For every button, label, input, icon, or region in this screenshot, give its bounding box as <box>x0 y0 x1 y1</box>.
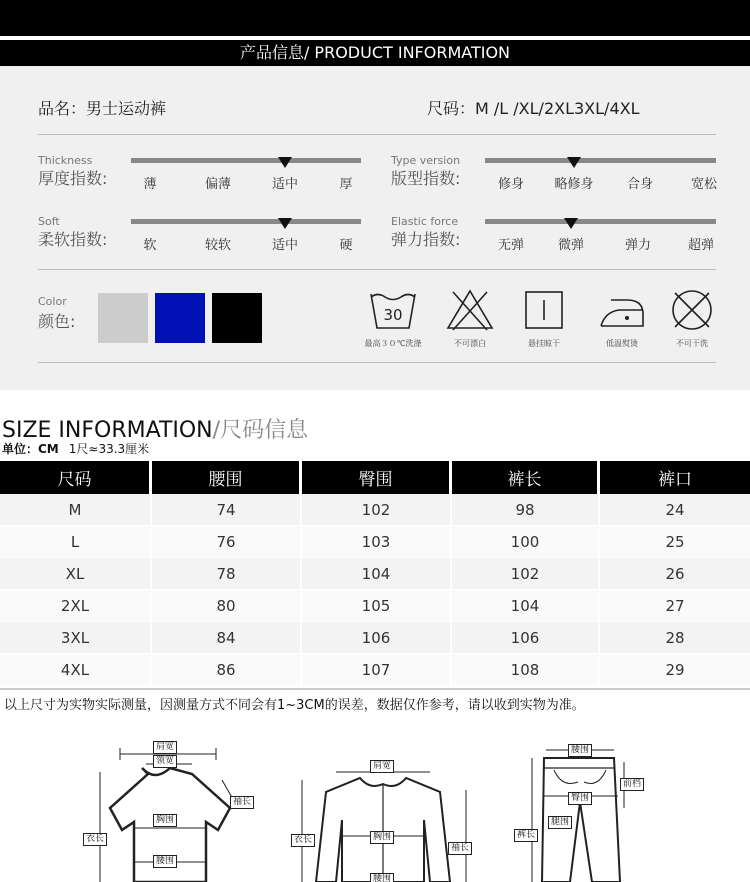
measurement-note: 以上尺寸为实物实际测量，因测量方式不同会有1~3CM的误差，数据仅作参考，请以收到实物为准。 <box>4 698 585 713</box>
scale-option: 略修身 <box>554 177 594 192</box>
color-swatch-black[interactable] <box>212 293 262 343</box>
scale-option: 偏薄 <box>204 177 232 192</box>
size-table <box>0 461 750 686</box>
table-cell: 103 <box>302 526 452 558</box>
divider <box>38 269 716 270</box>
tag-shoulder: 肩宽 <box>153 741 177 754</box>
tag-waist: 腰围 <box>568 744 592 757</box>
tag-chest: 胸围 <box>370 831 394 844</box>
scale-option: 宽松 <box>690 177 718 192</box>
care-wash <box>363 288 423 349</box>
table-cell: 24 <box>600 494 750 526</box>
table-body <box>0 494 750 686</box>
table-cell: 105 <box>302 590 452 622</box>
column-header: 尺码 <box>0 461 152 494</box>
care-iron <box>592 288 652 349</box>
table-cell: 26 <box>600 558 750 590</box>
table-cell: 29 <box>600 654 750 686</box>
unit-label: 单位：CM <box>2 442 59 456</box>
table-row <box>0 494 750 526</box>
table-row <box>0 622 750 654</box>
tag-shoulder: 肩宽 <box>370 760 394 773</box>
tag-thigh: 腿围 <box>548 816 572 829</box>
table-cell: 102 <box>452 558 600 590</box>
scale-option: 软 <box>143 238 157 253</box>
tag-length: 衣长 <box>83 833 107 846</box>
table-cell: 100 <box>452 526 600 558</box>
care-bleach <box>440 288 500 349</box>
table-cell: 28 <box>600 622 750 654</box>
table-cell: 106 <box>452 622 600 654</box>
tag-front-rise: 前档 <box>620 778 644 791</box>
scale-label-en: Elastic force <box>391 215 459 228</box>
scale-bar <box>485 158 716 163</box>
table-cell: 25 <box>600 526 750 558</box>
table-row <box>0 590 750 622</box>
pants-outline-icon <box>514 738 664 882</box>
care-caption: 不可干洗 <box>676 339 708 348</box>
scale-marker-icon <box>567 157 581 168</box>
scale-option: 厚 <box>339 177 353 192</box>
section-title: 产品信息/ PRODUCT INFORMATION <box>0 40 750 66</box>
pants-diagram <box>514 738 664 882</box>
divider <box>38 134 716 135</box>
tag-chest: 胸围 <box>153 814 177 827</box>
table-cell: 76 <box>152 526 302 558</box>
scale-option: 适中 <box>271 238 299 253</box>
unit-conversion: 1尺≈33.3厘米 <box>68 442 150 456</box>
no-bleach-icon <box>445 288 495 332</box>
table-cell: 78 <box>152 558 302 590</box>
no-dryclean-icon <box>667 288 717 332</box>
color-label-cn: 颜色: <box>38 312 76 331</box>
scale-marker-icon <box>278 157 292 168</box>
scale-bar <box>131 158 361 163</box>
table-cell: L <box>0 526 152 558</box>
scale-label-en: Thickness <box>38 154 93 167</box>
scale-option: 微弹 <box>557 238 585 253</box>
scale-bar <box>485 219 716 224</box>
size-unit <box>2 440 149 457</box>
iron-low-icon <box>597 288 647 332</box>
shirt-diagram <box>290 750 480 882</box>
table-row <box>0 654 750 686</box>
svg-text:30: 30 <box>383 306 403 324</box>
table-cell: 86 <box>152 654 302 686</box>
tag-hip: 臀围 <box>568 792 592 805</box>
size-title-cn: /尺码信息 <box>212 418 309 443</box>
tag-hem: 腰围 <box>370 873 394 882</box>
table-row <box>0 526 750 558</box>
column-header: 裤口 <box>600 461 750 494</box>
table-cell: 3XL <box>0 622 152 654</box>
product-name: 品名：男士运动裤 <box>38 99 167 118</box>
wash-30-icon <box>368 288 418 332</box>
table-cell: 106 <box>302 622 452 654</box>
column-header: 腰围 <box>152 461 302 494</box>
tag-sleeve: 袖长 <box>230 796 254 809</box>
table-cell: 4XL <box>0 654 152 686</box>
care-hang <box>514 288 574 349</box>
scale-option: 硬 <box>339 238 353 253</box>
table-cell: 2XL <box>0 590 152 622</box>
table-bottom-rule <box>0 688 750 690</box>
scale-option: 超弹 <box>687 238 715 253</box>
tag-sleeve: 袖长 <box>448 842 472 855</box>
care-caption: 最高３０℃洗涤 <box>364 339 422 348</box>
size-title-en: SIZE INFORMATION <box>2 418 213 443</box>
table-cell: 108 <box>452 654 600 686</box>
column-header: 臀围 <box>302 461 452 494</box>
table-cell: 107 <box>302 654 452 686</box>
tag-waist: 腰围 <box>153 855 177 868</box>
care-caption: 低温熨烫 <box>606 339 638 348</box>
scale-option: 无弹 <box>497 238 525 253</box>
scale-option: 薄 <box>143 177 157 192</box>
scale-option: 较软 <box>204 238 232 253</box>
scale-option: 修身 <box>497 177 525 192</box>
color-swatch-blue[interactable] <box>155 293 205 343</box>
product-sizes: 尺码：M /L /XL/2XL3XL/4XL <box>427 99 640 118</box>
hang-dry-icon <box>519 288 569 332</box>
scale-label-cn: 厚度指数: <box>38 169 108 188</box>
scale-label-cn: 版型指数: <box>391 169 461 188</box>
column-header: 裤长 <box>452 461 600 494</box>
color-swatch-grey[interactable] <box>98 293 148 343</box>
table-cell: 84 <box>152 622 302 654</box>
table-cell: 27 <box>600 590 750 622</box>
scale-option: 适中 <box>271 177 299 192</box>
top-banner <box>0 0 750 36</box>
table-header-row <box>0 461 750 494</box>
scale-label-cn: 柔软指数: <box>38 230 108 249</box>
table-cell: 104 <box>302 558 452 590</box>
divider <box>38 362 716 363</box>
table-cell: 102 <box>302 494 452 526</box>
table-cell: 104 <box>452 590 600 622</box>
care-caption: 不可漂白 <box>454 339 486 348</box>
care-dryclean <box>662 288 722 349</box>
table-row <box>0 558 750 590</box>
tshirt-diagram <box>80 738 260 882</box>
scale-label-en: Soft <box>38 215 60 228</box>
table-cell: M <box>0 494 152 526</box>
table-cell: 74 <box>152 494 302 526</box>
scale-label-cn: 弹力指数: <box>391 230 461 249</box>
table-cell: 80 <box>152 590 302 622</box>
table-cell: XL <box>0 558 152 590</box>
table-cell: 98 <box>452 494 600 526</box>
scale-marker-icon <box>278 218 292 229</box>
scale-option: 合身 <box>626 177 654 192</box>
tag-length: 衣长 <box>291 834 315 847</box>
scale-label-en: Type version <box>391 154 461 167</box>
scale-option: 弹力 <box>624 238 652 253</box>
tag-length: 裤长 <box>514 829 538 842</box>
product-info-panel <box>0 66 750 390</box>
scale-marker-icon <box>564 218 578 229</box>
tag-collar: 领宽 <box>153 755 177 768</box>
color-label-en: Color <box>38 295 67 308</box>
scale-bar <box>131 219 361 224</box>
care-caption: 悬挂晾干 <box>528 339 560 348</box>
